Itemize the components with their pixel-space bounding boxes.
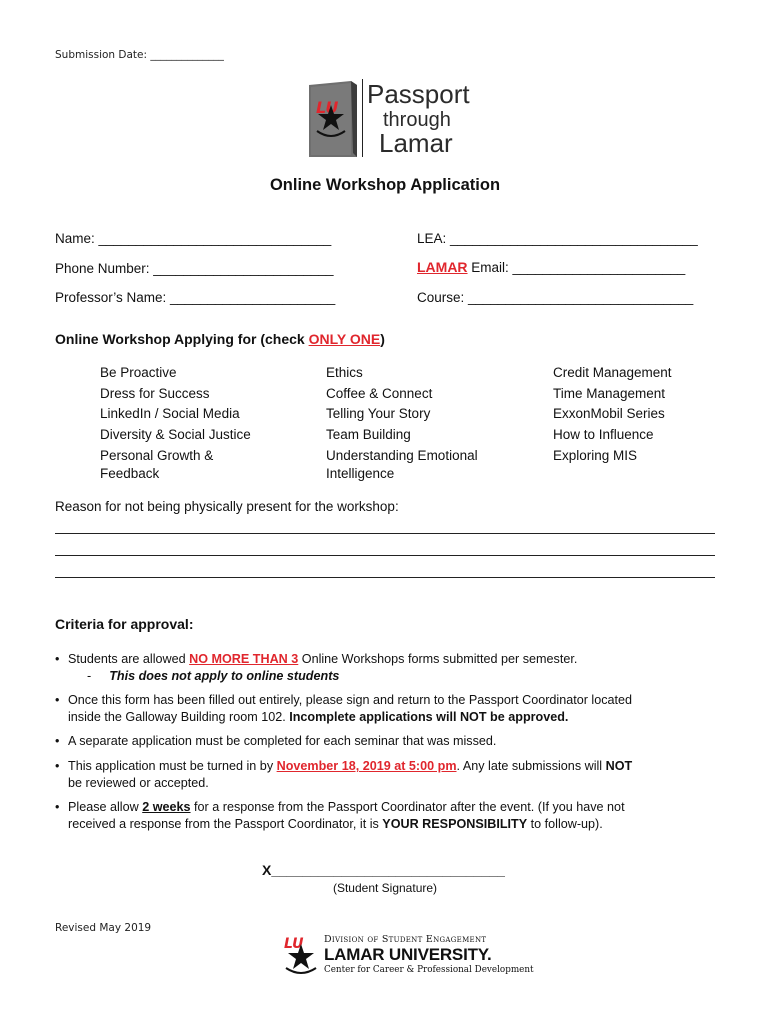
applying-suffix: ) bbox=[380, 331, 385, 347]
lamar-footer-logo bbox=[280, 932, 534, 980]
workshop-option[interactable]: Exploring MIS bbox=[553, 447, 638, 463]
logo-passport-text: Passport bbox=[367, 79, 470, 109]
criteria-item-1 bbox=[55, 651, 735, 685]
two-weeks-emphasis: 2 weeks bbox=[142, 800, 191, 814]
not-emphasis: NOT bbox=[605, 759, 633, 773]
workshop-col-1 bbox=[100, 364, 310, 483]
lamar-red-label: LAMAR bbox=[417, 259, 468, 275]
signature-caption bbox=[0, 881, 770, 895]
workshop-option[interactable]: Be Proactive bbox=[100, 365, 177, 380]
workshop-option[interactable]: Telling Your Story bbox=[326, 406, 431, 421]
criteria-text: Online Workshops forms submitted per semester. bbox=[298, 652, 578, 666]
lu-star-icon bbox=[280, 932, 322, 976]
workshop-option[interactable]: Diversity & Social Justice bbox=[100, 426, 251, 442]
workshop-option[interactable]: Dress for Success bbox=[100, 385, 210, 401]
criteria-text: be reviewed or accepted. bbox=[68, 776, 209, 790]
your-responsibility: YOUR RESPONSIBILITY bbox=[382, 817, 528, 831]
criteria-text: to follow-up). bbox=[527, 817, 603, 831]
professor-field[interactable]: Professor’s Name: ______________________ bbox=[55, 290, 336, 305]
email-label: Email: _______________________ bbox=[467, 260, 686, 275]
name-field[interactable]: Name: _______________________________ bbox=[55, 231, 332, 246]
division-text: Division of Student Engagement bbox=[324, 934, 487, 945]
bullet-icon: • bbox=[55, 693, 60, 707]
signature-caption-text: (Student Signature) bbox=[332, 881, 438, 895]
center-text: Center for Career & Professional Development bbox=[324, 965, 534, 975]
svg-text:LU: LU bbox=[284, 936, 304, 952]
criteria-text: Once this form has been filled out entirely, please sign and return to the Passport Coordinator located bbox=[68, 693, 633, 707]
reason-line-1[interactable] bbox=[55, 533, 715, 534]
deadline-date: November 18, 2019 at 5:00 pm bbox=[276, 759, 457, 773]
workshop-option[interactable]: How to Influence bbox=[553, 426, 654, 442]
criteria-item-2 bbox=[55, 692, 735, 726]
criteria-item-3 bbox=[55, 733, 735, 750]
signature-line[interactable]: X______________________________ bbox=[262, 862, 505, 878]
reason-line-3[interactable] bbox=[55, 577, 715, 578]
criteria-item-5 bbox=[55, 799, 735, 833]
revised-date: Revised May 2019 bbox=[55, 922, 152, 934]
passport-logo bbox=[305, 79, 470, 159]
logo-through-text: through bbox=[383, 109, 451, 131]
university-text: LAMAR UNIVERSITY. bbox=[324, 945, 492, 964]
course-field[interactable]: Course: ______________________________ bbox=[417, 290, 694, 305]
svg-text:LU: LU bbox=[316, 98, 339, 117]
workshop-option[interactable]: Credit Management bbox=[553, 365, 672, 380]
submission-date: Submission Date: ______________ bbox=[55, 49, 224, 61]
logo-divider bbox=[362, 79, 363, 157]
phone-field[interactable]: Phone Number: ________________________ bbox=[55, 261, 334, 276]
criteria-text: for a response from the Passport Coordinator after the event. (If you have not bbox=[190, 800, 625, 814]
passport-book-icon bbox=[305, 79, 360, 159]
no-more-than-3: NO MORE THAN 3 bbox=[189, 652, 299, 666]
bullet-icon: • bbox=[55, 734, 60, 748]
logo-lamar-text: Lamar bbox=[379, 128, 453, 158]
lea-field[interactable]: LEA: _________________________________ bbox=[417, 231, 698, 246]
criteria-text: A separate application must be completed for each seminar that was missed. bbox=[68, 734, 497, 748]
bullet-icon: • bbox=[55, 759, 60, 773]
workshop-option[interactable]: Ethics bbox=[326, 365, 363, 380]
criteria-text: Please allow bbox=[68, 800, 143, 814]
bullet-icon: • bbox=[55, 800, 60, 814]
dash: - bbox=[87, 669, 92, 683]
workshop-option[interactable]: Team Building bbox=[326, 426, 411, 442]
criteria-item-4 bbox=[55, 758, 735, 792]
incomplete-warning: Incomplete applications will NOT be approved. bbox=[289, 710, 569, 724]
workshop-option[interactable]: ExxonMobil Series bbox=[553, 406, 665, 421]
lamar-email-field[interactable] bbox=[417, 259, 685, 275]
page-title: Online Workshop Application bbox=[269, 176, 501, 194]
only-one-emphasis: ONLY ONE bbox=[308, 331, 381, 347]
online-exception-note: This does not apply to online students bbox=[109, 669, 340, 683]
applying-heading bbox=[55, 331, 385, 347]
workshop-option[interactable]: Coffee & Connect bbox=[326, 385, 433, 401]
bullet-icon: • bbox=[55, 652, 60, 666]
workshop-col-2 bbox=[326, 364, 526, 483]
criteria-text: inside the Galloway Building room 102. bbox=[68, 710, 290, 724]
criteria-text: received a response from the Passport Coordinator, it is bbox=[68, 817, 383, 831]
criteria-text: This application must be turned in by bbox=[68, 759, 277, 773]
workshop-option[interactable]: Understanding Emotional Intelligence bbox=[326, 447, 478, 481]
reason-line-2[interactable] bbox=[55, 555, 715, 556]
workshop-option[interactable]: Personal Growth & Feedback bbox=[100, 447, 214, 481]
workshop-option[interactable]: Time Management bbox=[553, 385, 666, 401]
applying-prefix: Online Workshop Applying for (check bbox=[55, 331, 309, 347]
criteria-heading: Criteria for approval: bbox=[55, 616, 194, 632]
criteria-text: . Any late submissions will bbox=[456, 759, 606, 773]
criteria-text: Students are allowed bbox=[68, 652, 190, 666]
workshop-option[interactable]: LinkedIn / Social Media bbox=[100, 406, 240, 421]
workshop-col-3 bbox=[553, 364, 753, 465]
reason-label: Reason for not being physically present for the workshop: bbox=[55, 499, 399, 514]
